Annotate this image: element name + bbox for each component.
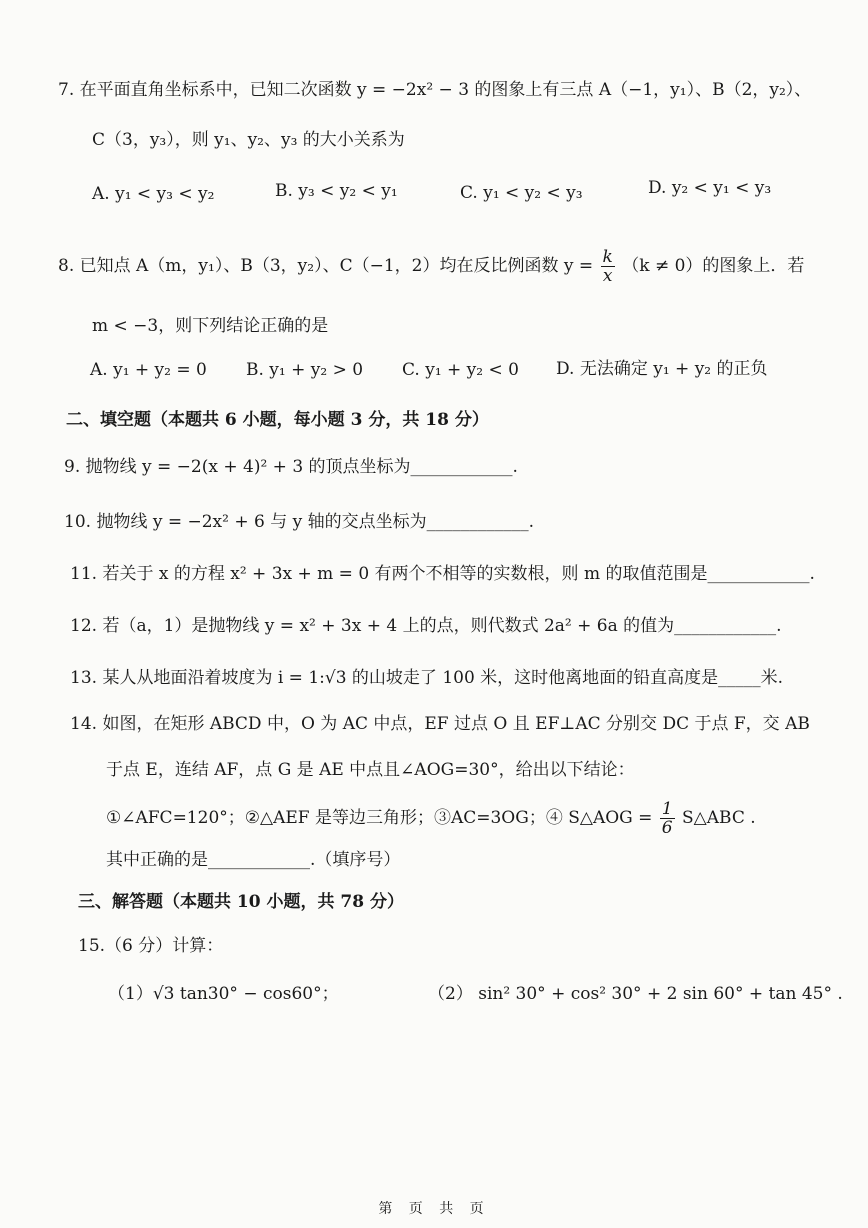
q8-line1-post: （k ≠ 0）的图象上．若 xyxy=(622,256,805,276)
q7-option-a: A. y₁ < y₃ < y₂ xyxy=(92,184,215,204)
q14-fraction xyxy=(660,800,675,837)
q11: 11. 若关于 x 的方程 x² + 3x + m = 0 有两个不相等的实数根，则 m 的取值范围是____________. xyxy=(70,564,815,584)
q8-fraction-denominator: x xyxy=(602,266,613,286)
q14-line4: 其中正确的是____________.（填序号） xyxy=(106,850,401,870)
q7-option-b: B. y₃ < y₂ < y₁ xyxy=(275,181,398,201)
section-2-heading: 二、填空题（本题共 6 小题，每小题 3 分，共 18 分） xyxy=(66,410,489,430)
section-3-heading: 三、解答题（本题共 10 小题，共 78 分） xyxy=(78,892,404,912)
q8-option-c: C. y₁ + y₂ < 0 xyxy=(402,360,519,380)
q14-line3 xyxy=(106,800,756,837)
q8-option-b: B. y₁ + y₂ > 0 xyxy=(246,360,364,380)
q12: 12. 若（a，1）是抛物线 y = x² + 3x + 4 上的点，则代数式 2a² + 6a 的值为____________. xyxy=(70,616,782,636)
q15-line1: 15.（6 分）计算： xyxy=(78,936,224,956)
q14-line3-pre: ①∠AFC=120°；②△AEF 是等边三角形；③AC=3OG；④ S△AOG = xyxy=(106,808,653,828)
q8-option-a: A. y₁ + y₂ = 0 xyxy=(90,360,207,380)
q8-line1-pre: 8. 已知点 A（m，y₁）、B（3，y₂）、C（−1，2）均在反比例函数 y = xyxy=(58,256,594,276)
q13: 13. 某人从地面沿着坡度为 i = 1:√3 的山坡走了 100 米，这时他离地面的铅直高度是_____米. xyxy=(70,668,784,688)
q8-fraction-numerator: k xyxy=(602,247,613,267)
q14-line2: 于点 E，连结 AF，点 G 是 AE 中点且∠AOG=30°，给出以下结论： xyxy=(106,760,635,780)
q15-part2: （2） sin² 30° + cos² 30° + 2 sin 60° + tan 45° . xyxy=(428,984,843,1004)
q8-line2: m < −3，则下列结论正确的是 xyxy=(92,316,329,336)
q7-option-d: D. y₂ < y₁ < y₃ xyxy=(648,178,772,198)
q8-fraction xyxy=(601,248,615,285)
q14-fraction-numerator: 1 xyxy=(661,799,673,819)
q8-line1 xyxy=(58,248,804,285)
q7-option-c: C. y₁ < y₂ < y₃ xyxy=(460,183,583,203)
q9: 9. 抛物线 y = −2(x + 4)² + 3 的顶点坐标为____________. xyxy=(64,457,518,477)
q10: 10. 抛物线 y = −2x² + 6 与 y 轴的交点坐标为____________. xyxy=(64,512,535,532)
page-footer: 第 页 共 页 xyxy=(378,1201,490,1217)
q15-part1: （1）√3 tan30° − cos60°； xyxy=(108,984,339,1004)
q7-line1: 7. 在平面直角坐标系中，已知二次函数 y = −2x² − 3 的图象上有三点 A（−1，y₁）、B（2，y₂）、 xyxy=(58,80,812,100)
q14-line1: 14. 如图，在矩形 ABCD 中，O 为 AC 中点，EF 过点 O 且 EF⊥AC 分别交 DC 于点 F，交 AB xyxy=(70,714,810,734)
q14-line3-post: S△ABC . xyxy=(682,808,756,828)
q14-fraction-denominator: 6 xyxy=(661,818,673,838)
q7-line2: C（3，y₃），则 y₁、y₂、y₃ 的大小关系为 xyxy=(92,130,405,150)
q8-option-d: D. 无法确定 y₁ + y₂ 的正负 xyxy=(556,359,768,379)
